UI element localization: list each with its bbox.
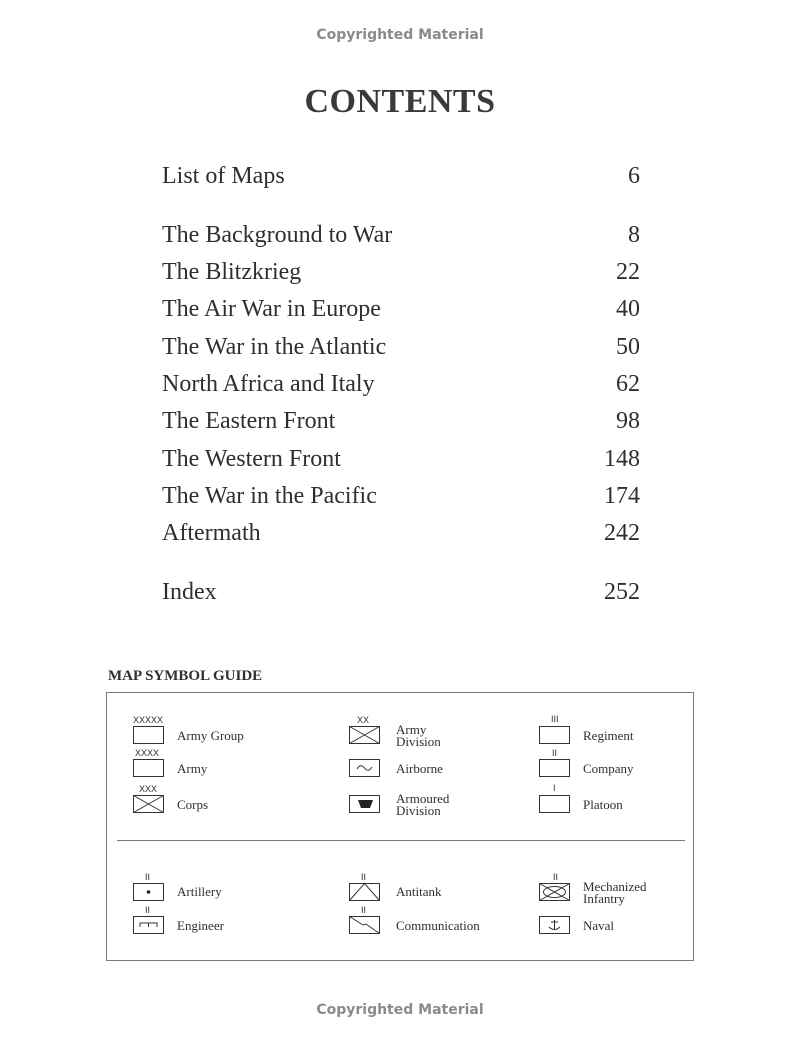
toc-entry-list-of-maps[interactable]: [162, 163, 640, 193]
echelon-mark: II: [145, 905, 151, 915]
toc-entry-page: 50: [616, 334, 640, 360]
toc-entry-page: 252: [604, 579, 640, 605]
echelon-mark: II: [552, 748, 558, 758]
symbol-label-army-group: Army Group: [177, 728, 244, 743]
symbol-label-army-division: [396, 724, 441, 748]
company-icon: [539, 759, 571, 779]
toc-entry-label: Index: [162, 579, 217, 605]
toc-entry-background[interactable]: [162, 222, 640, 252]
symbol-label-naval: Naval: [583, 918, 615, 933]
toc-entry-page: 98: [616, 408, 640, 434]
symbol-label-platoon: Platoon: [583, 797, 623, 812]
toc-entry-label: North Africa and Italy: [162, 371, 375, 397]
army-division-icon: [349, 726, 381, 746]
army-icon: [133, 759, 165, 779]
toc-entry-label: The Blitzkrieg: [162, 259, 302, 285]
naval-icon: [539, 916, 571, 936]
toc-entry-page: 148: [604, 446, 640, 472]
toc-entry-aftermath[interactable]: [162, 520, 640, 550]
antitank-icon: [349, 883, 381, 903]
toc-entry-page: 8: [628, 222, 640, 248]
echelon-mark: II: [145, 872, 151, 882]
toc-entry-index[interactable]: [162, 579, 640, 609]
echelon-mark: II: [361, 905, 367, 915]
airborne-icon: [349, 759, 381, 779]
echelon-mark: XXXXX: [133, 715, 164, 725]
toc-entry-page: 6: [628, 163, 640, 189]
toc-entry-air-war[interactable]: [162, 296, 640, 326]
echelon-mark: II: [361, 872, 367, 882]
artillery-icon: [133, 883, 165, 903]
engineer-icon: [133, 916, 165, 936]
toc-entry-page: 62: [616, 371, 640, 397]
label-line: Division: [396, 803, 441, 818]
platoon-icon: [539, 795, 571, 815]
toc-entry-label: The Eastern Front: [162, 408, 336, 434]
echelon-mark: I: [553, 783, 556, 793]
symbol-guide-box: [106, 692, 694, 961]
symbol-label-company: Company: [583, 761, 634, 776]
label-line: Mechanized: [583, 879, 647, 894]
symbol-guide-title: MAP SYMBOL GUIDE: [108, 668, 263, 684]
toc-entry-page: 174: [604, 483, 640, 509]
page-title: CONTENTS: [304, 83, 496, 120]
armoured-division-icon: [349, 795, 381, 815]
regiment-icon: [539, 726, 571, 746]
echelon-mark: III: [551, 714, 559, 724]
toc-entry-page: 40: [616, 296, 640, 322]
toc-entry-label: The War in the Pacific: [162, 483, 377, 509]
toc-entry-eastern-front[interactable]: [162, 408, 640, 438]
symbol-label-corps: Corps: [177, 797, 209, 812]
symbol-guide-divider: [117, 840, 685, 841]
toc-entry-label: The War in the Atlantic: [162, 334, 387, 360]
footer-copyright: Copyrighted Material: [316, 1002, 484, 1018]
toc-entry-label: The Air War in Europe: [162, 296, 381, 322]
mechanized-infantry-icon: [539, 883, 571, 903]
symbol-label-communication: Communication: [396, 918, 480, 933]
toc-entry-atlantic[interactable]: [162, 334, 640, 364]
communication-icon: [349, 916, 381, 936]
echelon-mark: II: [553, 872, 559, 882]
symbol-label-army: Army: [177, 761, 208, 776]
symbol-label-engineer: Engineer: [177, 918, 224, 933]
toc-entry-label: The Western Front: [162, 446, 341, 472]
echelon-mark: XX: [357, 715, 370, 725]
toc-entry-label: List of Maps: [162, 163, 285, 189]
label-line: Armoured: [396, 791, 450, 806]
symbol-label-regiment: Regiment: [583, 728, 634, 743]
symbol-label-airborne: Airborne: [396, 761, 443, 776]
label-line: Army: [396, 722, 427, 737]
symbol-label-artillery: Artillery: [177, 884, 222, 899]
label-line: Infantry: [583, 891, 625, 906]
symbol-label-antitank: Antitank: [396, 884, 442, 899]
toc-entry-north-africa[interactable]: [162, 371, 640, 401]
toc-entry-pacific[interactable]: [162, 483, 640, 513]
toc-entry-blitzkrieg[interactable]: [162, 259, 640, 289]
symbol-label-armoured-division: [396, 793, 449, 817]
echelon-mark: XXXX: [135, 748, 160, 758]
symbol-label-mechanized-infantry: [583, 881, 647, 905]
army-group-icon: [133, 726, 165, 746]
label-line: Division: [396, 734, 441, 749]
toc-entry-page: 242: [604, 520, 640, 546]
corps-icon: [133, 795, 165, 815]
toc-entry-page: 22: [616, 259, 640, 285]
toc-entry-label: The Background to War: [162, 222, 393, 248]
toc-entry-western-front[interactable]: [162, 446, 640, 476]
toc-entry-label: Aftermath: [162, 520, 261, 546]
echelon-mark: XXX: [139, 784, 158, 794]
header-copyright: Copyrighted Material: [316, 27, 484, 43]
